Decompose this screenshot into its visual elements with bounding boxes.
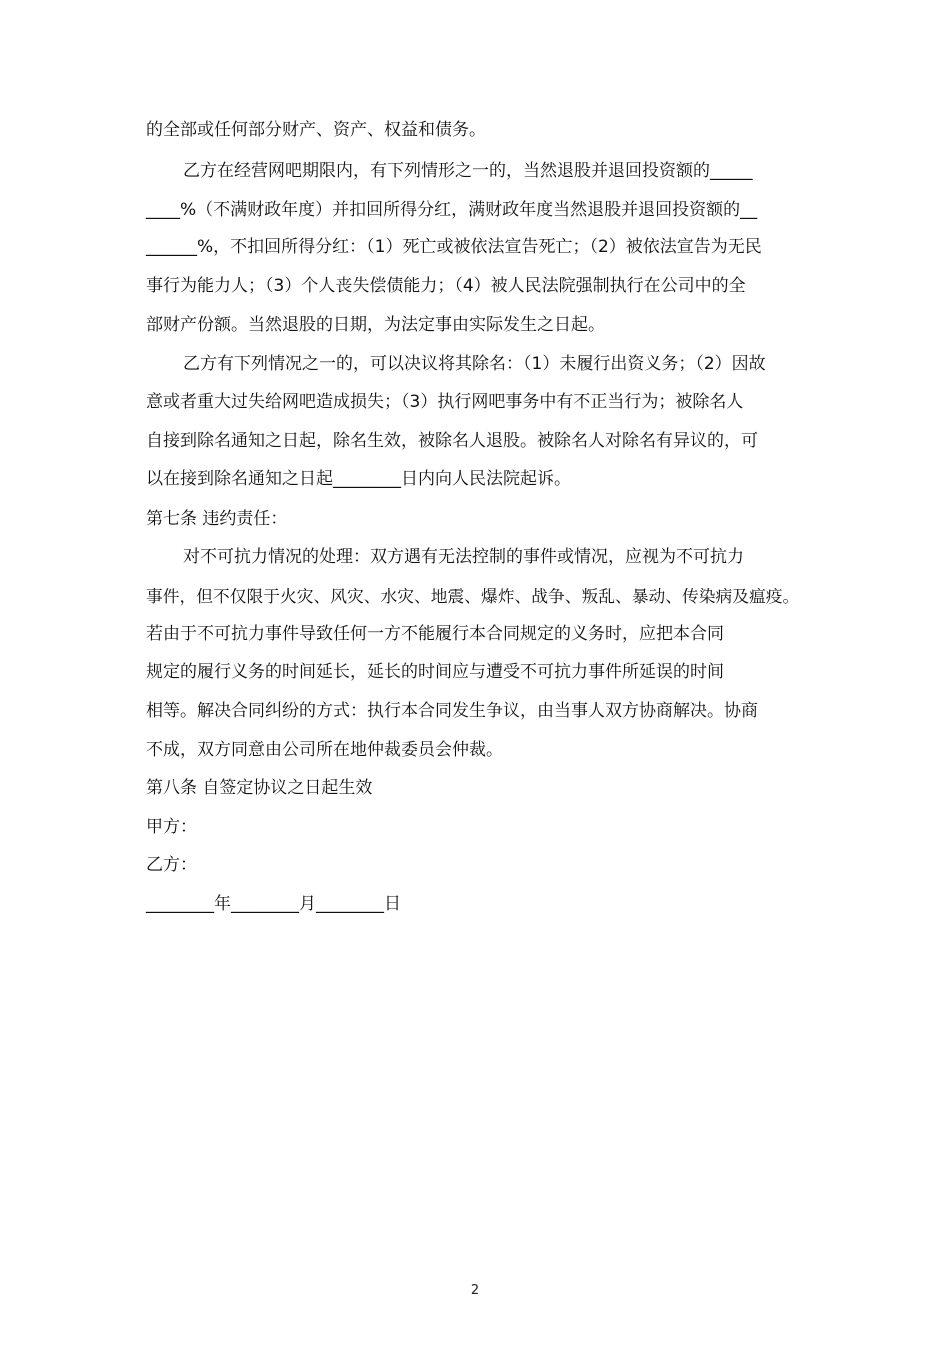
- text-line: 若由于不可抗力事件导致任何一方不能履行本合同规定的义务时，应把本合同: [146, 624, 724, 644]
- text-line: 部财产份额。当然退股的日期，为法定事由实际发生之日起。: [146, 315, 605, 335]
- text-line: ____%（不满财政年度）并扣回所得分红，满财政年度当然退股并退回投资额的__: [146, 200, 758, 220]
- text-line: 相等。解决合同纠纷的方式：执行本合同发生争议，由当事人双方协商解决。协商: [146, 701, 758, 721]
- text-line: 的全部或任何部分财产、资产、权益和债务。: [146, 120, 486, 140]
- article-7-heading: 第七条 违约责任：: [146, 509, 288, 529]
- text-line: ______%，不扣回所得分红：（1）死亡或被依法宣告死亡；（2）被依法宣告为无民: [146, 237, 762, 257]
- text-line: 意或者重大过失给网吧造成损失；（3）执行网吧事务中有不正当行为；被除名人: [146, 392, 744, 412]
- article-8-heading: 第八条 自签定协议之日起生效: [146, 778, 373, 798]
- text-line: 自接到除名通知之日起，除名生效，被除名人退股。被除名人对除名有异议的，可: [146, 431, 758, 451]
- text-line: 不成，双方同意由公司所在地仲裁委员会仲裁。: [146, 740, 503, 760]
- text-line: 事件，但不仅限于火灾、风灾、水灾、地震、爆炸、战争、叛乱、暴动、传染病及瘟疫。: [146, 586, 800, 606]
- page-number: 2: [470, 1283, 480, 1298]
- paragraph-start-line: 对不可抗力情况的处理：双方遇有无法控制的事件或情况，应视为不可抗力: [183, 547, 744, 567]
- text-line: 以在接到除名通知之日起________日内向人民法院起诉。: [146, 469, 571, 489]
- paragraph-start-line: 乙方有下列情况之一的，可以决议将其除名：（1）未履行出资义务；（2）因故: [183, 354, 766, 374]
- party-b-signature-line: 乙方：: [146, 855, 197, 875]
- text-line: 规定的履行义务的时间延长，延长的时间应与遭受不可抗力事件所延误的时间: [146, 662, 724, 682]
- party-a-signature-line: 甲方：: [146, 817, 197, 837]
- paragraph-start-line: 乙方在经营网吧期限内，有下列情形之一的，当然退股并退回投资额的_____: [183, 161, 753, 181]
- date-line: ________年________月________日: [146, 894, 401, 914]
- text-line: 事行为能力人；（3）个人丧失偿债能力；（4）被人民法院强制执行在公司中的全: [146, 276, 746, 296]
